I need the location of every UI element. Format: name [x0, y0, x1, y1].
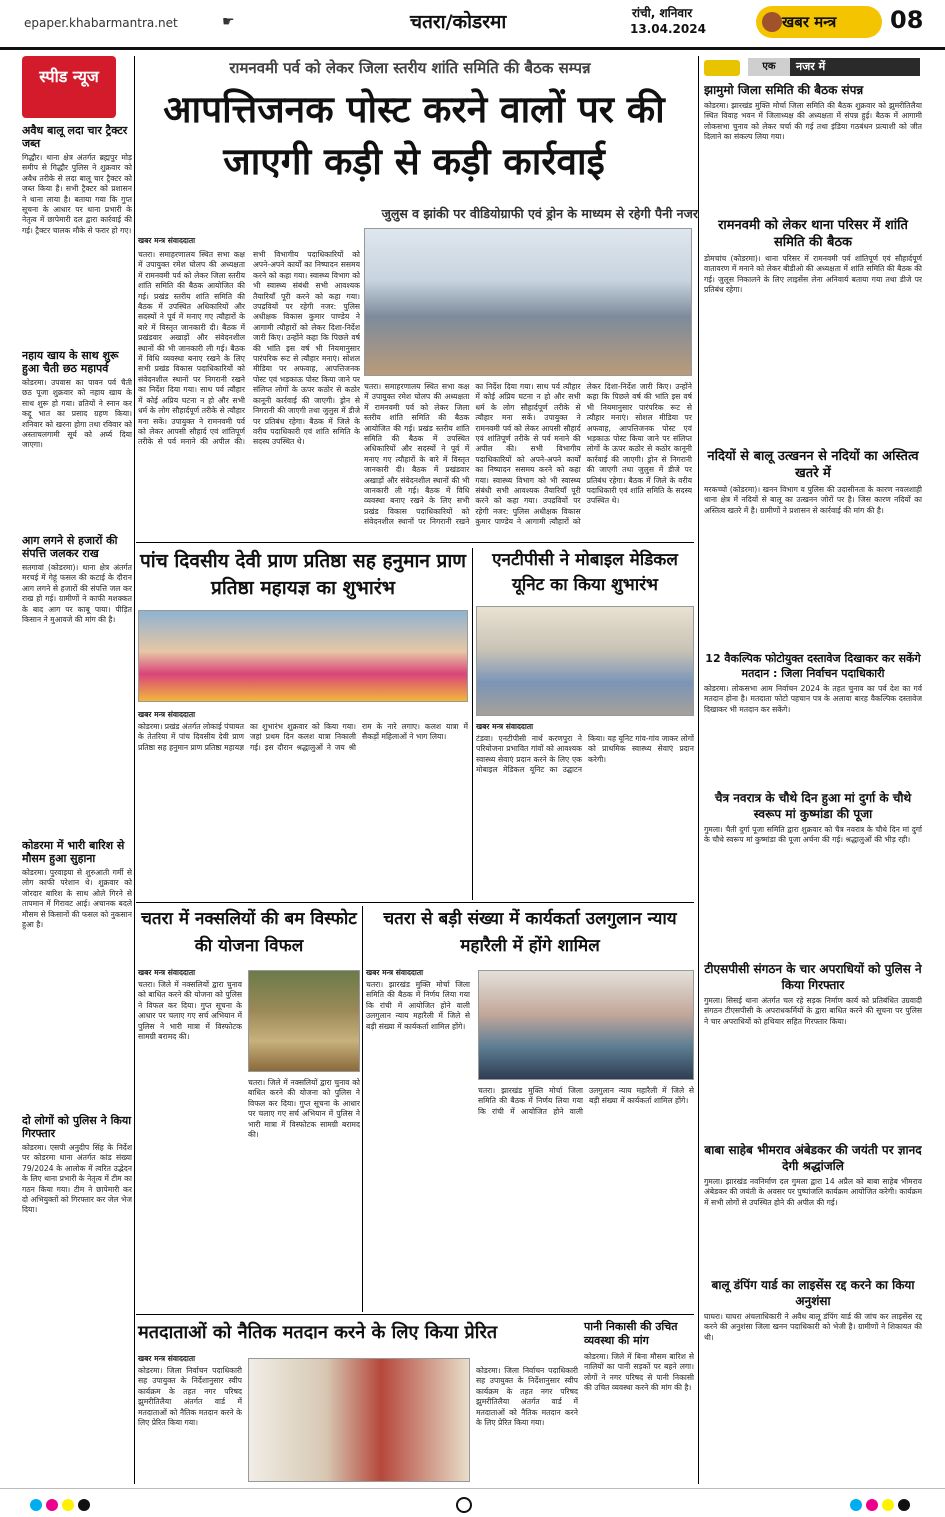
main-story	[138, 228, 360, 538]
column-rule	[698, 56, 699, 1484]
meeting-photo	[364, 228, 692, 376]
right-item-title[interactable]: टीएसपीसी संगठन के चार अपराधियों को पुलिस ने किया गिरफ्तार	[704, 962, 922, 992]
right-item-body: कोडरमा। लोकसभा आम निर्वाचन 2024 के तहत चुनाव का पर्व देश का गर्व मतदान होना है। मतदाता फोटो पहचान पत्र के अलावा बारह वैकल्पिक दस्तावेज दिखाकर भी मतदान कर सकेंगे।	[704, 684, 922, 714]
page-header	[0, 0, 945, 50]
party-meeting-photo	[478, 970, 694, 1080]
left-column	[22, 124, 132, 1484]
registration-mark-icon	[456, 1497, 472, 1513]
right-item-title[interactable]: नदियों से बालू उत्खनन से नदियों का अस्तित्व खतरे में	[707, 449, 919, 481]
dateline-city: रांची, शनिवार	[632, 6, 693, 20]
right-item-7	[704, 1142, 922, 1271]
section-rule	[136, 1314, 694, 1315]
mid-story-body: चतरा। झारखंड मुक्ति मोर्चा जिला समिति की बैठक में निर्णय लिया गया कि रांची में आयोजित होने वाली उलगुलान न्याय महारैली में जिले से बड़ी संख्या में कार्यकर्ता शामिल होंगे।	[366, 980, 470, 1031]
mid-story-title[interactable]: मतदाताओं को नैतिक मतदान करने के लिए किया प्रेरित	[138, 1322, 498, 1343]
mid-story-byline: खबर मन्त्र संवाददाता	[138, 1354, 196, 1363]
left-item-body: गिद्धौर। थाना क्षेत्र अंतर्गत ब्रह्मपुर मोड़ समीप से गिद्धौर पुलिस ने शुक्रवार को अवैध तरीके से लदा बालू चार ट्रैक्टर को जब्त किया है। सभी ट्रैक्टर को प्रशासन ने थाना लाया है। बताया गया कि गुप्त सूचना के आधार पर थाना प्रभारी के नेतृत्व में छापेमारी दल द्वारा कार्रवाई की गई। ट्रैक्टर चालक मौके से फरार हो गए।	[22, 153, 132, 235]
main-kicker: रामनवमी पर्व को लेकर जिला स्तरीय शांति समिति की बैठक सम्पन्न	[229, 59, 591, 77]
mid-story-body: कोडरमा। जिले में बिना मौसम बारिश से नालियों का पानी सड़कों पर बहने लगा। लोगों ने नगर परिषद से पानी निकासी की उचित व्यवस्था करने की मांग की है।	[584, 1352, 694, 1393]
nazar-tag	[704, 60, 740, 76]
left-item-5	[22, 1114, 132, 1423]
column-rule	[472, 548, 473, 900]
mid-story-6	[584, 1320, 694, 1484]
page-number: 08	[890, 6, 924, 34]
brand-name: खबर मन्त्र	[782, 13, 837, 31]
nazar-banner: नजर में	[790, 58, 920, 76]
right-item-4	[704, 651, 922, 784]
right-item-body: गुमला। चैती दुर्गा पूजा समिति द्वारा शुक्रवार को चैत्र नवरात्र के चौथे दिन मां दुर्गा के चौथे स्वरूप मां कुष्मांडा की पूजा अर्चना की गई। श्रद्धालुओं की भीड़ रही।	[704, 825, 922, 845]
mid-story-body-continued: चतरा। जिले में नक्सलियों द्वारा चुनाव को बाधित करने की योजना को पुलिस ने विफल कर दिया। गुप्त सूचना के आधार पर चलाए गए सर्च अभियान में पुलिस ने भारी मात्रा में विस्फोटक सामग्री बरामद की।	[248, 1078, 360, 1140]
left-item-2	[22, 349, 132, 528]
left-item-body: कोडरमा। एसपी अनुदीप सिंह के निर्देश पर कोडरमा थाना अंतर्गत कांड संख्या 79/2024 के आलोक में त्वरित उद्भेदन के लिए थाना प्रभारी के नेतृत्व में टीम का गठन किया गया। टीम ने छापेमारी कर दो अभियुक्तों को गिरफ्तार कर जेल भेज दिया।	[22, 1143, 132, 1215]
color-dot	[866, 1499, 878, 1511]
right-item-title[interactable]: बाबा साहेब भीमराव अंबेडकर की जयंती पर ज्ञानद देगी श्रद्धांजलि	[704, 1143, 922, 1173]
right-item-body: कोडरमा। झारखंड मुक्ति मोर्चा जिला समिति की बैठक शुक्रवार को झुमरीतिलैया स्थित विवाह भवन में जिलाध्यक्ष की अध्यक्षता में संपन्न हुई। बैठक में आगामी लोकसभा चुनाव को लेकर चर्चा की गई तथा इंडिया गठबंधन प्रत्याशी को जीत दिलाने का संकल्प लिया गया।	[704, 101, 922, 142]
color-dot	[62, 1499, 74, 1511]
main-body-continued: चतरा। समाहरणालय स्थित सभा कक्ष में उपायुक्त रमेश घोलप की अध्यक्षता में रामनवमी पर्व को लेकर जिला स्तरीय शांति समिति की बैठक आयोजित की गई। प्रखंड स्तरीय शांति समिति की बैठक में उपस्थित अधिकारियों और सदस्यों ने पूर्व में मनाए गए त्यौहारों के बारे में विस्तृत जानकारी दी। बैठक में प्रखंडवार अखाड़ों और संवेदनशील स्थानों की भी जानकारी ली गई। बैठक में विधि व्यवस्था बनाए रखने के लिए सभी प्रखंड विकास पदाधिकारियों को संवेदनशील स्थानों पर निगरानी रखने का निर्देश दिया गया। साथ पर्व त्यौहार में कोई अप्रिय घटना न हो और सभी धर्म के लोग सौहार्दपूर्ण तरीके से त्यौहार मना सकें। उपायुक्त ने रामनवमी पर्व को लेकर आपसी सौहार्द एवं शांतिपूर्ण तरीके से पर्व मनाने की अपील की। सभी विभागीय पदाधिकारियों को अपने-अपने कार्यों का निष्पादन ससमय करने को कहा गया। स्वास्थ्य विभाग को भी स्वास्थ्य संबंधी सभी आवश्यक तैयारियाँ पूरी करने को कहा गया। उपद्रवियों पर रहेगी नजर: पुलिस अधीक्षक विकास कुमार पाण्डेय ने आगामी त्यौहारों को लेकर दिशा-निर्देश जारी किए। उन्होंने कहा कि पिछले वर्ष की भांति इस वर्ष भी नियमानुसार पारंपरिक रूट से त्यौहार मनाएं। सोशल मीडिया पर अफवाह, आपत्तिजनक पोस्ट एवं भड़काऊ पोस्ट किया जाने पर संलिप्त लोगों के ऊपर कठोर से कठोर कानूनी कार्रवाई की जाएगी। ड्रोन से निगरानी की जाएगी तथा जुलुस में डीजे पर प्रतिबंध रहेगा। बैठक में जिले के वरीय पदाधिकारी एवं शांति समिति के सदस्य उपस्थित थे।	[364, 382, 692, 527]
mid-story-body-continued: कोडरमा। जिला निर्वाचन पदाधिकारी सह उपायुक्त के निर्देशानुसार स्वीप कार्यक्रम के तहत नगर परिषद झुमरीतिलैया अंतर्गत वार्ड में मतदाताओं को नैतिक मतदान करने के लिए प्रेरित किया गया।	[476, 1366, 578, 1428]
left-item-body: कोडरमा। पुरवाइया से शुरुआती गर्मी से लोग काफी परेशान थे। शुक्रवार को जोरदार बारिश के साथ ओले गिरने से तापमान में गिरावट आई। अचानक बदले मौसम से किसानों की फसल को नुकसान हुआ है।	[22, 868, 132, 930]
right-item-body: गुमला। सिसई थाना अंतर्गत चल रहे सड़क निर्माण कार्य को प्रतिबंधित उग्रवादी संगठन टीएसपीसी के अपराधकर्मियों के द्वारा बाधित करने की सूचना पर पुलिस ने चार अपराधियों को हथियार सहित गिरफ्तार किया।	[704, 996, 922, 1026]
color-dot	[30, 1499, 42, 1511]
right-item-title[interactable]: चैत्र नवरात्र के चौथे दिन हुआ मां दुर्गा के चौथे स्वरूप मां कुष्मांडा की पूजा	[714, 791, 912, 821]
brand-logo	[756, 6, 882, 38]
left-item-title[interactable]: आग लगने से हजारों की संपत्ति जलकर राख	[22, 534, 118, 560]
main-body: चतरा। समाहरणालय स्थित सभा कक्ष में उपायुक्त रमेश घोलप की अध्यक्षता में रामनवमी पर्व को लेकर जिला स्तरीय शांति समिति की बैठक आयोजित की गई। प्रखंड स्तरीय शांति समिति की बैठक में उपस्थित अधिकारियों और सदस्यों ने पूर्व में मनाए गए त्यौहारों के बारे में विस्तृत जानकारी दी। बैठक में प्रखंडवार अखाड़ों और संवेदनशील स्थानों की भी जानकारी ली गई। बैठक में विधि व्यवस्था बनाए रखने के लिए सभी प्रखंड विकास पदाधिकारियों को संवेदनशील स्थानों पर निगरानी रखने का निर्देश दिया गया। साथ पर्व त्यौहार में कोई अप्रिय घटना न हो और सभी धर्म के लोग सौहार्दपूर्ण तरीके से त्यौहार मना सकें। उपायुक्त ने रामनवमी पर्व को लेकर आपसी सौहार्द एवं शांतिपूर्ण तरीके से पर्व मनाने की अपील की। सभी विभागीय पदाधिकारियों को अपने-अपने कार्यों का निष्पादन ससमय करने को कहा गया। स्वास्थ्य विभाग को भी स्वास्थ्य संबंधी सभी आवश्यक तैयारियाँ पूरी करने को कहा गया। उपद्रवियों पर रहेगी नजर: पुलिस अधीक्षक विकास कुमार पाण्डेय ने आगामी त्यौहारों को लेकर दिशा-निर्देश जारी किए। उन्होंने कहा कि पिछले वर्ष की भांति इस वर्ष भी नियमानुसार पारंपरिक रूट से त्यौहार मनाएं। सोशल मीडिया पर अफवाह, आपत्तिजनक पोस्ट एवं भड़काऊ पोस्ट किया जाने पर संलिप्त लोगों के ऊपर कठोर से कठोर कानूनी कार्रवाई की जाएगी। ड्रोन से निगरानी की जाएगी तथा जुलुस में डीजे पर प्रतिबंध रहेगा। बैठक में जिले के वरीय पदाधिकारी एवं शांति समिति के सदस्य उपस्थित थे।	[138, 250, 360, 447]
right-item-title[interactable]: झामुमो जिला समिति की बैठक संपन्न	[704, 83, 864, 97]
color-dot	[882, 1499, 894, 1511]
mid-story-title[interactable]: पांच दिवसीय देवी प्राण प्रतिष्ठा सह हनुमान प्राण प्रतिष्ठा महायज्ञ का शुभारंभ	[139, 550, 467, 599]
main-subheadline: जुलुस व झांकी पर वीडियोग्राफी एवं ड्रोन के माध्यम से रहेगी पैनी नजर	[381, 206, 698, 221]
left-item-4	[22, 839, 132, 1108]
speed-news-badge: स्पीड न्यूज	[22, 56, 116, 118]
left-item-title[interactable]: अवैध बालू लदा चार ट्रैक्टर जब्त	[22, 124, 128, 150]
mid-story-3	[138, 906, 360, 1312]
right-item-2	[704, 217, 922, 442]
right-item-8	[704, 1277, 922, 1408]
main-headline[interactable]: आपत्तिजनक पोस्ट करने वालों पर की जाएगी कड़ी से कड़ी कार्रवाई	[163, 88, 665, 183]
right-item-body: गुमला। झारखंड नवनिर्माण दल गुमला द्वारा 14 अप्रैल को बाबा साहेब भीमराव अंबेडकर की जयंती के अवसर पर पुष्पांजलि कार्यक्रम आयोजित करेगी। कार्यक्रम में सभी लोगों से उपस्थित होने की अपील की गई।	[704, 1177, 922, 1207]
explosive-photo	[248, 970, 360, 1072]
left-item-title[interactable]: दो लोगों को पुलिस ने किया गिरफ्तार	[22, 1114, 132, 1140]
left-item-body: सतगावां (कोडरमा)। थाना क्षेत्र अंतर्गत मरचई में गेहूं फसल की कटाई के दौरान आग लगने से हजारों की संपत्ति जल कर राख हो गई। ग्रामीणों ने काफी मशक्कत के बाद आग पर काबू पाया। पीड़ित किसान ने मुआवजे की मांग की है।	[22, 563, 132, 625]
mid-story-body: टंडवा। एनटीपीसी नार्थ करणपुरा ने परियोजना प्रभावित गांवों को आवश्यक स्वास्थ्य सेवाएं प्रदान करने के लिए एक मोबाइल मेडिकल यूनिट का उद्घाटन किया। यह यूनिट गांव-गांव जाकर लोगों को प्राथमिक स्वास्थ्य सेवाएं प्रदान करेगी।	[476, 734, 694, 775]
color-dot	[898, 1499, 910, 1511]
nazar-tag-label: एक	[748, 58, 790, 76]
left-item-1	[22, 124, 132, 343]
mid-story-title[interactable]: एनटीपीसी ने मोबाइल मेडिकल यूनिट का किया शुभारंभ	[492, 550, 678, 595]
site-url[interactable]: epaper.khabarmantra.net	[24, 16, 178, 30]
right-item-body: मरकच्चो (कोडरमा)। खनन विभाग व पुलिस की उदासीनता के कारण नवलशाही थाना क्षेत्र में नदियों से बालू का उत्खनन जोरों पर है। जिस कारण नदियों का अस्तित्व खतरे में है। ग्रामीणों ने प्रशासन से कार्रवाई की मांग की है।	[704, 485, 922, 515]
mid-story-body-continued: चतरा। झारखंड मुक्ति मोर्चा जिला समिति की बैठक में निर्णय लिया गया कि रांची में आयोजित होने वाली उलगुलान न्याय महारैली में जिले से बड़ी संख्या में कार्यकर्ता शामिल होंगे।	[478, 1086, 694, 1116]
mid-story-4	[366, 906, 694, 1312]
mid-story-1	[138, 548, 468, 900]
color-dot	[850, 1499, 862, 1511]
mid-story-title[interactable]: चतरा में नक्सलियों की बम विस्फोट की योजना विफल	[141, 909, 357, 956]
mid-story-body: कोडरमा। जिला निर्वाचन पदाधिकारी सह उपायुक्त के निर्देशानुसार स्वीप कार्यक्रम के तहत नगर परिषद झुमरीतिलैया अंतर्गत वार्ड में मतदाताओं को नैतिक मतदान करने के लिए प्रेरित किया गया।	[138, 1366, 242, 1428]
section-title: चतरा/कोडरमा	[410, 11, 507, 33]
left-item-3	[22, 534, 132, 833]
voter-awareness-photo	[248, 1358, 470, 1482]
right-item-title[interactable]: बालू डंपिंग यार्ड का लाइसेंस रद्द करने का किया अनुशंसा	[711, 1278, 915, 1308]
mid-story-byline: खबर मन्त्र संवाददाता	[138, 710, 196, 719]
yagya-photo	[138, 610, 468, 702]
section-rule	[136, 902, 694, 903]
section-rule	[136, 542, 694, 543]
mid-story-title[interactable]: पानी निकासी की उचित व्यवस्था की मांग	[584, 1320, 678, 1347]
registration-strip	[0, 1488, 945, 1517]
ambulance-photo	[476, 606, 694, 716]
brand-emblem-icon	[762, 12, 782, 32]
mid-story-byline: खबर मन्त्र संवाददाता	[366, 968, 424, 977]
column-rule	[362, 906, 363, 1312]
mid-story-body: चतरा। जिले में नक्सलियों द्वारा चुनाव को बाधित करने की योजना को पुलिस ने विफल कर दिया। गुप्त सूचना के आधार पर चलाए गए सर्च अभियान में पुलिस ने भारी मात्रा में विस्फोटक सामग्री बरामद की।	[138, 980, 242, 1042]
mid-story-2	[476, 548, 694, 900]
right-item-body: डोमचांच (कोडरमा)। थाना परिसर में रामनवमी पर्व शांतिपूर्ण एवं सौहार्दपूर्ण वातावरण में मनाने को लेकर बीडीओ की अध्यक्षता में शांति समिति की बैठक की गई। जुलूस निकालने के लिए लाइसेंस लेना अनिवार्य बताया गया तथा डीजे पर प्रतिबंध रहेगा।	[704, 254, 922, 295]
mid-story-byline: खबर मन्त्र संवाददाता	[476, 722, 534, 731]
dateline-date: 13.04.2024	[630, 22, 706, 36]
left-item-title[interactable]: कोडरमा में भारी बारिश से मौसम हुआ सुहाना	[22, 839, 125, 865]
mid-story-body: कोडरमा। प्रखंड अंतर्गत लोकाई पंचायत के तेतरिया में पांच दिवसीय देवी प्राण प्रतिष्ठा सह हनुमान प्राण प्रतिष्ठा महायज्ञ का शुभारंभ शुक्रवार को किया गया। जहां प्रथम दिन कलश यात्रा निकाली गई। इस दौरान श्रद्धालुओं ने जय श्री राम के नारे लगाए। कलश यात्रा में सैकड़ों महिलाओं ने भाग लिया।	[138, 722, 468, 752]
color-dot	[78, 1499, 90, 1511]
right-item-title[interactable]: 12 वैकल्पिक फोटोयुक्त दस्तावेज दिखाकर कर सकेंगे मतदान : जिला निर्वाचन पदाधिकारी	[705, 652, 921, 680]
right-item-5	[704, 790, 922, 955]
right-item-body: घाघरा। घाघरा अंचलाधिकारी ने अवैध बालू डंपिंग यार्ड की जांच कर लाइसेंस रद्द करने की अनुशंसा जिला खनन पदाधिकारी को भेजी है। ग्रामीणों ने शिकायत की थी।	[704, 1312, 922, 1342]
mid-story-title[interactable]: चतरा से बड़ी संख्या में कार्यकर्ता उलगुलान न्याय महारैली में होंगे शामिल	[383, 909, 677, 956]
right-item-title[interactable]: रामनवमी को लेकर थाना परिसर में शांति समिति की बैठक	[718, 218, 908, 250]
left-item-title[interactable]: नहाय खाय के साथ शुरू हुआ चैती छठ महापर्व	[22, 349, 119, 375]
color-dot	[46, 1499, 58, 1511]
right-column	[704, 82, 922, 1484]
mid-story-byline: खबर मन्त्र संवाददाता	[138, 968, 196, 977]
cursor-icon: ☛	[222, 14, 235, 30]
left-item-body: कोडरमा। उपवास का पावन पर्व चैती छठ पूजा शुक्रवार को नहाय खाय के साथ शुरू हो गया। व्रतियों ने स्नान कर कद्दू भात का प्रसाद ग्रहण किया। शनिवार को खरना होगा तथा रविवार को अस्ताचलगामी सूर्य को अर्घ्य दिया जाएगा।	[22, 378, 132, 450]
mid-story-5	[138, 1320, 578, 1484]
column-rule	[134, 56, 135, 1484]
right-item-3	[704, 448, 922, 645]
right-item-1	[704, 82, 922, 211]
main-byline: खबर मन्त्र संवाददाता	[138, 236, 196, 245]
right-item-6	[704, 961, 922, 1136]
